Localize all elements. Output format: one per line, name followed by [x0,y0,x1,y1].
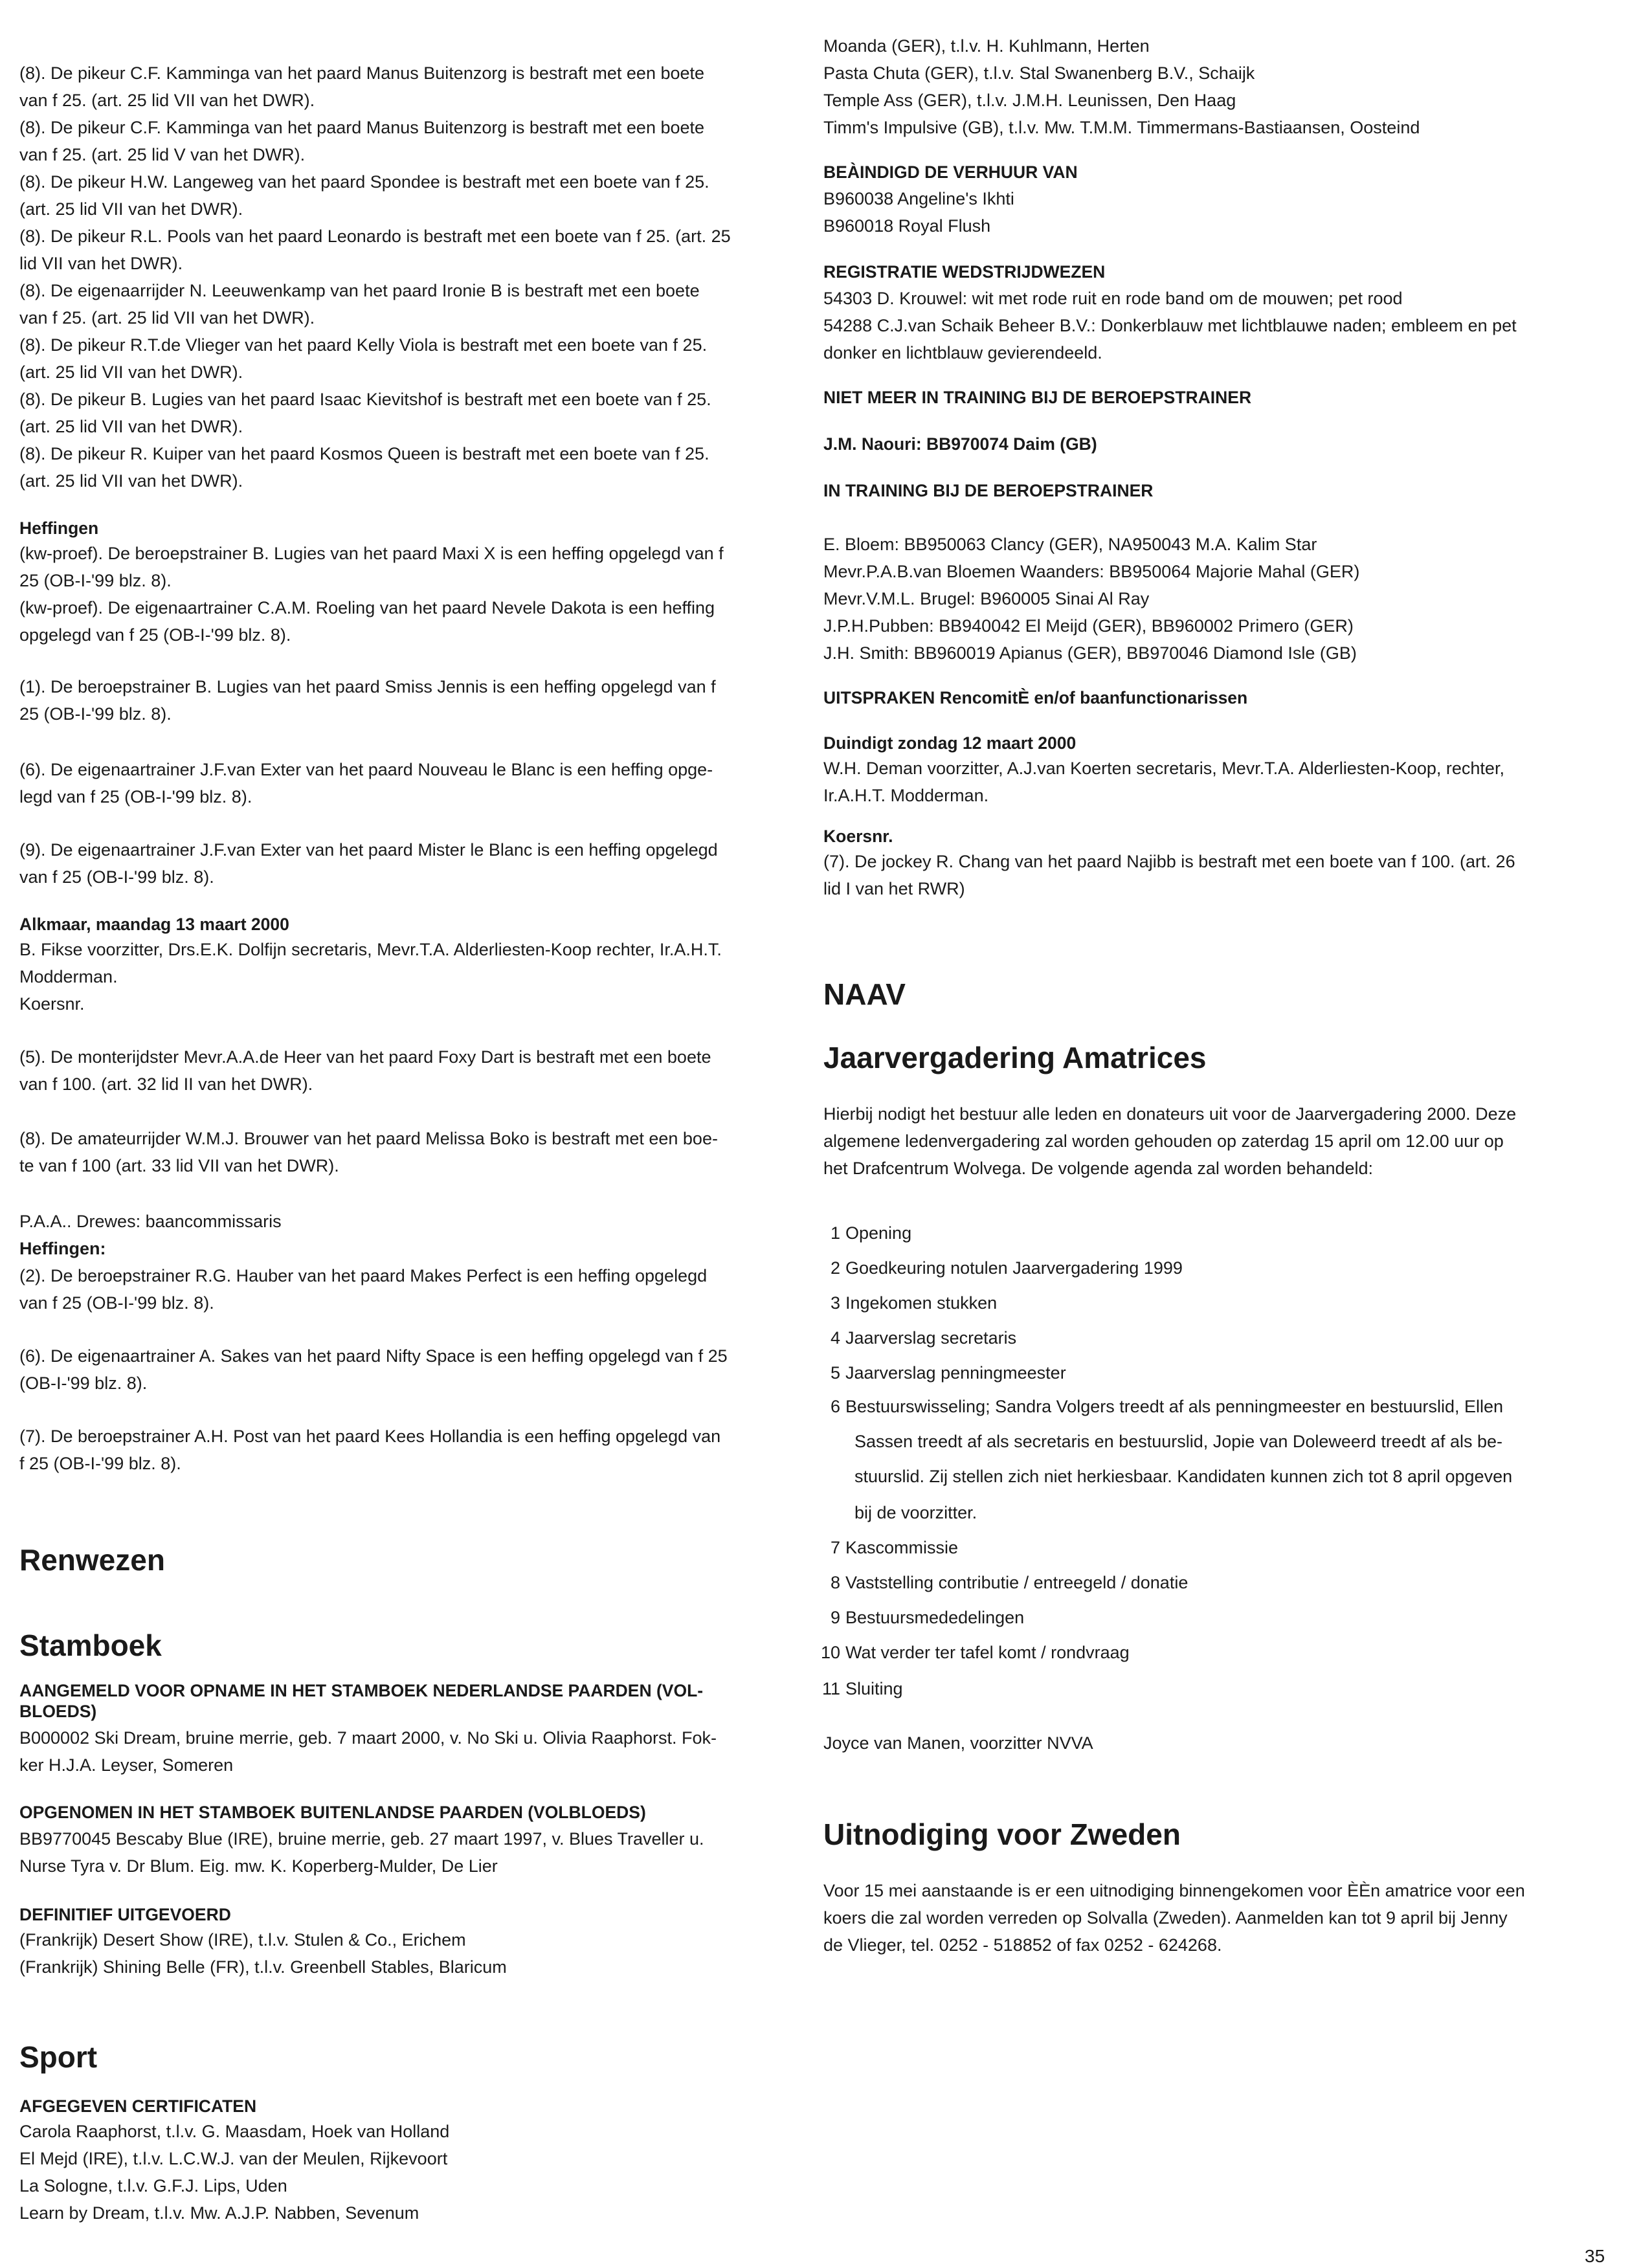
koersnr-line: lid I van het RWR) [823,879,965,898]
agenda-num: 10 [820,1643,840,1662]
opgenomen-line: BB9770045 Bescaby Blue (IRE), bruine merrie, geb. 27 maart 1997, v. Blues Traveller u. [19,1829,704,1849]
agenda-item [814,1359,1066,1386]
boetes-list [19,60,796,495]
boete-5-line-2: van f 25. (art. 25 lid VII van het DWR). [19,308,315,328]
agenda-item [814,1569,1188,1596]
heffing-line: (6). De eigenaartrainer J.F.van Exter van het paard Nouveau le Blanc is een heffing opge- [19,760,713,779]
verhuur-line: Pasta Chuta (GER), t.l.v. Stal Swanenberg B.V., Schaijk [823,63,1255,83]
aangemeld-heading-line: BLOEDS) [19,1702,97,1721]
paa-line: P.A.A.. Drewes: baancommissaris [19,1212,282,1231]
agenda-num: 7 [830,1538,840,1557]
definitief-heading: DEFINITIEF UITGEVOERD [19,1905,231,1924]
registratie-line: 54303 D. Krouwel: wit met rode ruit en rode band om de mouwen; pet rood [823,289,1403,308]
agenda-item [814,1289,997,1317]
zweden-line: Voor 15 mei aanstaande is er een uitnodiging binnengekomen voor ÈÈn amatrice voor een [823,1881,1525,1900]
agenda-6-continuation: stuurslid. Zij stellen zich niet herkiesbaar. Kandidaten kunnen zich tot 8 april opgeven [854,1467,1513,1486]
in-training-body [823,531,1626,667]
agenda-item [814,1675,903,1702]
intro-line: Hierbij nodigt het bestuur alle leden en donateurs uit voor de Jaarvergadering 2000. Deze [823,1104,1517,1124]
verhuur-list-continued [823,32,1626,141]
zweden-body [823,1877,1626,1959]
registratie-body [823,285,1626,366]
agenda-num: 8 [830,1573,840,1592]
heffing-line: (1). De beroepstrainer B. Lugies van het paard Smiss Jennis is een heffing opgelegd van f [19,677,716,696]
stamboek-heading: Stamboek [19,1629,162,1662]
heffing-proef-line: opgelegd van f 25 (OB-I-'99 blz. 8). [19,625,291,645]
agenda-item [814,1604,1024,1631]
aangemeld-line: ker H.J.A. Leyser, Someren [19,1755,234,1775]
registratie-line: 54288 C.J.van Schaik Beheer B.V.: Donkerblauw met lichtblauwe naden; embleem en pet [823,316,1517,335]
verhuur-line: Moanda (GER), t.l.v. H. Kuhlmann, Herten [823,36,1150,56]
in-training-line: Mevr.V.M.L. Brugel: B960005 Sinai Al Ray [823,589,1150,608]
certificaat-line: Learn by Dream, t.l.v. Mw. A.J.P. Nabben, Sevenum [19,2203,419,2223]
in-training-heading: IN TRAINING BIJ DE BEROEPSTRAINER [823,481,1154,500]
verhuur-item: B960018 Royal Flush [823,216,991,236]
opgenomen-heading: OPGENOMEN IN HET STAMBOEK BUITENLANDSE PAARDEN (VOLBLOEDS) [19,1803,646,1822]
registratie-line: donker en lichtblauw gevierendeeld. [823,343,1102,362]
agenda-item [814,1219,911,1247]
agenda-item [814,1324,1016,1351]
aangemeld-heading-line: AANGEMELD VOOR OPNAME IN HET STAMBOEK NEDERLANDSE PAARDEN (VOL- [19,1681,704,1700]
alkmaar-line: Modderman. [19,967,118,986]
paa-line: (6). De eigenaartrainer A. Sakes van het paard Nifty Space is een heffing opgelegd van f 25 [19,1346,728,1366]
alkmaar-8 [19,1125,796,1179]
in-training-line: J.P.H.Pubben: BB940042 El Meijd (GER), BB960002 Primero (GER) [823,616,1354,636]
heffing-line: van f 25 (OB-I-'99 blz. 8). [19,867,214,887]
certificaten-body [19,2118,796,2227]
agenda-num: 9 [830,1608,840,1627]
alkmaar-boete-line: van f 100. (art. 32 lid II van het DWR). [19,1074,313,1094]
definitief-body [19,1926,796,1981]
boete-7-line-1: (8). De pikeur B. Lugies van het paard Isaac Kievitshof is bestraft met een boete van f 25. [19,390,711,409]
heffing-line: 25 (OB-I-'99 blz. 8). [19,704,172,724]
agenda-text: Vaststelling contributie / entreegeld / donatie [845,1573,1189,1592]
boete-7-line-2: (art. 25 lid VII van het DWR). [19,417,243,436]
verhuur-body [823,185,1626,239]
certificaat-line: Carola Raaphorst, t.l.v. G. Maasdam, Hoek van Holland [19,2122,450,2141]
renwezen-heading: Renwezen [19,1543,165,1577]
agenda-item [814,1254,1183,1282]
agenda-text: Opening [845,1223,912,1243]
alkmaar-boete-line: te van f 100 (art. 33 lid VII van het DWR). [19,1156,339,1175]
boete-6-line-1: (8). De pikeur R.T.de Vlieger van het paard Kelly Viola is bestraft met een boete van f 25. [19,335,708,355]
certificaat-line: La Sologne, t.l.v. G.F.J. Lips, Uden [19,2176,287,2196]
definitief-line: (Frankrijk) Shining Belle (FR), t.l.v. Greenbell Stables, Blaricum [19,1957,507,1977]
signature: Joyce van Manen, voorzitter NVVA [823,1733,1093,1753]
agenda-num: 5 [830,1363,840,1383]
agenda-text: Ingekomen stukken [845,1293,998,1313]
zweden-line: de Vlieger, tel. 0252 - 518852 of fax 0252 - 624268. [823,1935,1222,1955]
alkmaar-line: Koersnr. [19,994,85,1014]
zweden-heading: Uitnodiging voor Zweden [823,1818,1181,1851]
verhuur-line: Timm's Impulsive (GB), t.l.v. Mw. T.M.M. Timmermans-Bastiaansen, Oosteind [823,118,1420,137]
opgenomen-line: Nurse Tyra v. Dr Blum. Eig. mw. K. Koperberg-Mulder, De Lier [19,1856,498,1876]
duindigt-line: W.H. Deman voorzitter, A.J.van Koerten secretaris, Mevr.T.A. Alderliesten-Koop, rechter, [823,759,1504,778]
agenda-num: 6 [830,1397,840,1416]
boete-4-line-2: lid VII van het DWR). [19,254,183,273]
aangemeld-body [19,1724,796,1779]
boete-4-line-1: (8). De pikeur R.L. Pools van het paard Leonardo is bestraft met een boete van f 25. (art. 25 [19,227,731,246]
niet-meer-heading: NIET MEER IN TRAINING BIJ DE BEROEPSTRAINER [823,388,1252,407]
registratie-heading: REGISTRATIE WEDSTRIJDWEZEN [823,262,1106,282]
agenda-num: 11 [821,1679,840,1698]
heffing-line: (9). De eigenaartrainer J.F.van Exter van het paard Mister le Blanc is een heffing opgelegd [19,840,718,860]
paa-block [19,1208,796,1317]
verhuur-heading: BEÀINDIGD DE VERHUUR VAN [823,162,1078,182]
sport-heading: Sport [19,2040,98,2074]
in-training-line: E. Bloem: BB950063 Clancy (GER), NA950043 M.A. Kalim Star [823,535,1317,554]
koersnr-body [823,848,1626,902]
opgenomen-body [19,1825,796,1880]
intro-line: het Drafcentrum Wolvega. De volgende agenda zal worden behandeld: [823,1159,1374,1178]
heffingen-heading: Heffingen [19,518,99,538]
heffing-proef-line: (kw-proef). De beroepstrainer B. Lugies van het paard Maxi X is een heffing opgelegd van f [19,544,724,563]
intro-line: algemene ledenvergadering zal worden gehouden op zaterdag 15 april om 12.00 uur op [823,1131,1504,1151]
paa-line: van f 25 (OB-I-'99 blz. 8). [19,1293,214,1313]
jaarvergadering-intro [823,1100,1626,1182]
agenda-num: 3 [830,1293,840,1313]
boete-3-line-1: (8). De pikeur H.W. Langeweg van het paard Spondee is bestraft met een boete van f 25. [19,172,709,192]
alkmaar-boete-line: (8). De amateurrijder W.M.J. Brouwer van het paard Melissa Boko is bestraft met een boe- [19,1129,718,1148]
page-number: 35 [1585,2246,1605,2266]
agenda-text: Jaarverslag penningmeester [845,1363,1066,1383]
heffing-6 [19,756,796,810]
paa-line: (7). De beroepstrainer A.H. Post van het paard Kees Hollandia is een heffing opgelegd van [19,1427,721,1446]
certificaat-line: El Mejd (IRE), t.l.v. L.C.W.J. van der Meulen, Rijkevoort [19,2149,448,2168]
agenda-item [814,1393,1503,1420]
in-training-line: Mevr.P.A.B.van Bloemen Waanders: BB950064 Majorie Mahal (GER) [823,562,1360,581]
heffing-proef-line: 25 (OB-I-'99 blz. 8). [19,571,172,590]
paa-line: f 25 (OB-I-'99 blz. 8). [19,1454,181,1473]
verhuur-line: Temple Ass (GER), t.l.v. J.M.H. Leunissen, Den Haag [823,91,1236,110]
duindigt-body [823,755,1626,809]
aangemeld-heading [19,1680,796,1722]
alkmaar-body [19,936,796,1017]
heffing-line: legd van f 25 (OB-I-'99 blz. 8). [19,787,252,806]
aangemeld-line: B000002 Ski Dream, bruine merrie, geb. 7 maart 2000, v. No Ski u. Olivia Raaphorst. Fok- [19,1728,717,1748]
boete-2-line-2: van f 25. (art. 25 lid V van het DWR). [19,145,306,164]
verhuur-item: B960038 Angeline's Ikhti [823,189,1014,208]
duindigt-line: Ir.A.H.T. Modderman. [823,786,989,805]
paa-line: (OB-I-'99 blz. 8). [19,1373,148,1393]
agenda-text: Jaarverslag secretaris [845,1328,1017,1348]
boete-1-line-1: (8). De pikeur C.F. Kamminga van het paard Manus Buitenzorg is bestraft met een boete [19,63,705,83]
paa-6 [19,1342,796,1397]
agenda-6-continuation: Sassen treedt af als secretaris en bestuurslid, Jopie van Doleweerd treedt af als be- [854,1432,1503,1451]
agenda-text: Goedkeuring notulen Jaarvergadering 1999 [845,1258,1183,1278]
agenda-text: Wat verder ter tafel komt / rondvraag [845,1643,1130,1662]
agenda-text: Bestuursmededelingen [845,1608,1025,1627]
alkmaar-line: B. Fikse voorzitter, Drs.E.K. Dolfijn secretaris, Mevr.T.A. Alderliesten-Koop rechter, Ir.A.H.T. [19,940,722,959]
alkmaar-heading: Alkmaar, maandag 13 maart 2000 [19,915,289,934]
agenda-text: Kascommissie [845,1538,959,1557]
duindigt-heading: Duindigt zondag 12 maart 2000 [823,733,1077,753]
niet-meer-body: J.M. Naouri: BB970074 Daim (GB) [823,434,1097,454]
agenda-num: 1 [830,1223,840,1243]
heffing-proef-line: (kw-proef). De eigenaartrainer C.A.M. Roeling van het paard Nevele Dakota is een heffing [19,598,715,617]
uitspraken-heading: UITSPRAKEN RencomitÈ en/of baanfunctionarissen [823,688,1248,707]
agenda-item [814,1534,958,1561]
boete-5-line-1: (8). De eigenaarrijder N. Leeuwenkamp van het paard Ironie B is bestraft met een boete [19,281,700,300]
agenda-text: Sluiting [845,1679,903,1698]
paa-heffingen-label: Heffingen: [19,1239,106,1258]
heffing-9 [19,836,796,891]
certificaten-heading: AFGEGEVEN CERTIFICATEN [19,2096,257,2116]
alkmaar-boete-line: (5). De monterijdster Mevr.A.A.de Heer van het paard Foxy Dart is bestraft met een boete [19,1047,711,1067]
agenda-num: 2 [830,1258,840,1278]
boete-8-line-2: (art. 25 lid VII van het DWR). [19,471,243,491]
jaarvergadering-heading: Jaarvergadering Amatrices [823,1041,1207,1074]
in-training-line: J.H. Smith: BB960019 Apianus (GER), BB970046 Diamond Isle (GB) [823,643,1357,663]
boete-8-line-1: (8). De pikeur R. Kuiper van het paard Kosmos Queen is bestraft met een boete van f 25. [19,444,709,463]
definitief-line: (Frankrijk) Desert Show (IRE), t.l.v. Stulen & Co., Erichem [19,1930,466,1950]
agenda-item [814,1639,1130,1666]
naav-heading: NAAV [823,977,906,1011]
paa-7 [19,1423,796,1477]
heffingen-proef [19,540,796,649]
boete-2-line-1: (8). De pikeur C.F. Kamminga van het paard Manus Buitenzorg is bestraft met een boete [19,118,705,137]
zweden-line: koers die zal worden verreden op Solvalla (Zweden). Aanmelden kan tot 9 april bij Jenny [823,1908,1508,1928]
agenda-6-continuation: bij de voorzitter. [854,1503,977,1522]
boete-6-line-2: (art. 25 lid VII van het DWR). [19,362,243,382]
paa-line: (2). De beroepstrainer R.G. Hauber van het paard Makes Perfect is een heffing opgelegd [19,1266,708,1285]
alkmaar-5 [19,1043,796,1098]
koersnr-heading: Koersnr. [823,827,893,846]
agenda-num: 4 [830,1328,840,1348]
boete-3-line-2: (art. 25 lid VII van het DWR). [19,199,243,219]
boete-1-line-2: van f 25. (art. 25 lid VII van het DWR). [19,91,315,110]
koersnr-line: (7). De jockey R. Chang van het paard Najibb is bestraft met een boete van f 100. (art. 26 [823,852,1515,871]
heffing-1 [19,673,796,728]
agenda-text: Bestuurswisseling; Sandra Volgers treedt af als penningmeester en bestuurslid, Ellen [845,1397,1504,1416]
